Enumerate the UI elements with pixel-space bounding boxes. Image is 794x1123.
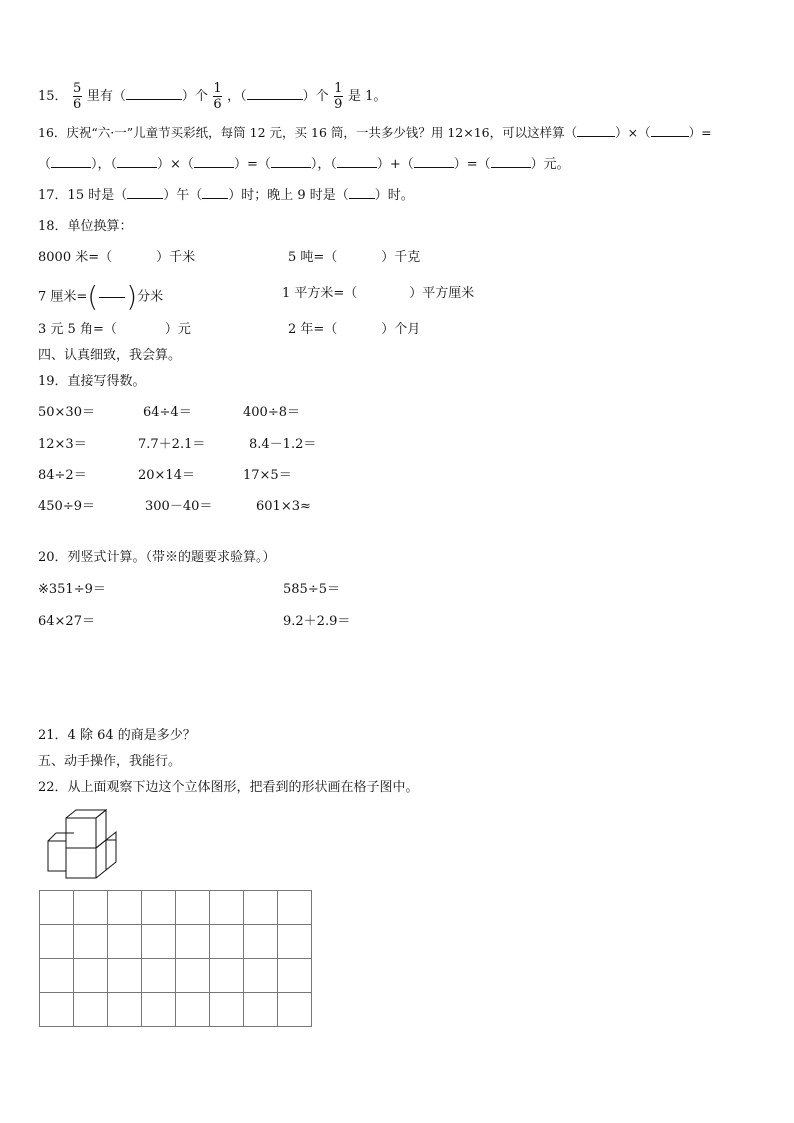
question-20-title: 20．列竖式计算。（带※的题要求验算。） — [38, 550, 276, 565]
grid-cell[interactable] — [210, 993, 244, 1027]
question-17: 17．15 时是（ ）午（ ）时；晚上 9 时是（ ）时。 — [38, 188, 414, 203]
grid-cell[interactable] — [40, 925, 74, 959]
grid-cell[interactable] — [176, 959, 210, 993]
answer-blank[interactable] — [194, 155, 234, 168]
grid-cell[interactable] — [74, 993, 108, 1027]
grid-cell[interactable] — [244, 925, 278, 959]
grid-cell[interactable] — [176, 891, 210, 925]
fraction-1-6: $\frac{1}{6}$ — [213, 81, 222, 112]
mental-math-item: 50×30＝ — [38, 405, 95, 420]
mental-math-item: 450÷9＝ — [38, 499, 95, 514]
fraction-5-6: $\frac{5}{6}$ — [73, 81, 82, 112]
vertical-calc-item: 9.2＋2.9＝ — [283, 614, 351, 629]
answer-blank[interactable] — [127, 186, 163, 199]
question-18-title: 18．单位换算： — [38, 219, 133, 234]
answer-blank[interactable] — [202, 186, 228, 199]
vertical-calc-item: ※351÷9＝ — [38, 582, 106, 597]
mental-math-item: 12×3＝ — [38, 437, 87, 452]
grid-cell[interactable] — [244, 959, 278, 993]
grid-cell[interactable] — [210, 925, 244, 959]
grid-cell[interactable] — [108, 959, 142, 993]
fraction-1-9: $\frac{1}{9}$ — [334, 81, 343, 112]
grid-cell[interactable] — [40, 959, 74, 993]
mental-math-item: 400÷8＝ — [243, 405, 300, 420]
vertical-calc-item: 585÷5＝ — [283, 582, 340, 597]
mental-math-item: 20×14＝ — [138, 468, 195, 483]
conversion-meters-km: 8000 米=（ ）千米 — [38, 250, 196, 265]
question-number: 15． — [38, 89, 68, 104]
grid-cell[interactable] — [210, 891, 244, 925]
grid-cell[interactable] — [176, 993, 210, 1027]
grid-cell[interactable] — [142, 925, 176, 959]
answer-blank[interactable] — [349, 186, 375, 199]
section-5-heading: 五、动手操作，我能行。 — [38, 754, 182, 769]
grid-cell[interactable] — [142, 959, 176, 993]
grid-cell[interactable] — [74, 959, 108, 993]
question-16-line-2: （ ），（ ）×（ ）=（ ），（ ）+（ ）=（ ）元。 — [38, 157, 570, 172]
grid-cell[interactable] — [176, 925, 210, 959]
grid-cell[interactable] — [142, 891, 176, 925]
conversion-years-months: 2 年=（ ）个月 — [288, 322, 421, 337]
question-19-title: 19．直接写得数。 — [38, 374, 146, 389]
grid-cell[interactable] — [244, 993, 278, 1027]
conversion-yuan-jiao: 3 元 5 角=（ ）元 — [38, 322, 191, 337]
answer-blank[interactable] — [491, 155, 531, 168]
drawing-grid[interactable] — [39, 890, 312, 1027]
grid-cell[interactable] — [142, 993, 176, 1027]
mental-math-item: 64÷4＝ — [143, 405, 192, 420]
section-4-heading: 四、认真细致，我会算。 — [38, 348, 182, 363]
grid-cell[interactable] — [74, 891, 108, 925]
mental-math-item: 601×3≈ — [256, 499, 311, 514]
conversion-cm-dm: 7 厘米= ( ) 分米 — [38, 280, 164, 313]
fraction-answer-box[interactable]: ( ) — [87, 280, 138, 313]
grid-cell[interactable] — [108, 891, 142, 925]
answer-blank[interactable] — [271, 155, 311, 168]
answer-blank[interactable] — [117, 155, 157, 168]
grid-cell[interactable] — [40, 993, 74, 1027]
grid-cell[interactable] — [108, 925, 142, 959]
grid-cell[interactable] — [74, 925, 108, 959]
conversion-sqm-sqcm: 1 平方米=（ ）平方厘米 — [282, 286, 475, 301]
grid-cell[interactable] — [210, 959, 244, 993]
question-15: 15． $\frac{5}{6}$ 里有（ ）个 $\frac{1}{6}$ ，（ ）个 $\frac{1}{9}$ 是 1。 — [38, 81, 387, 112]
grid-cell[interactable] — [244, 891, 278, 925]
question-16-line-1: 16．庆祝“六·一”儿童节买彩纸，每筒 12 元，买 16 筒，一共多少钱？用 12×16，可以这样算（ ）×（ ）= — [38, 125, 712, 140]
answer-blank[interactable] — [126, 87, 182, 100]
mental-math-item: 300－40＝ — [145, 499, 213, 514]
answer-blank[interactable] — [577, 124, 615, 137]
question-22: 22．从上面观察下边这个立体图形，把看到的形状画在格子图中。 — [38, 780, 419, 795]
grid-cell[interactable] — [40, 891, 74, 925]
answer-blank[interactable] — [414, 155, 454, 168]
grid-cell[interactable] — [278, 959, 312, 993]
question-21: 21．4 除 64 的商是多少？ — [38, 728, 196, 743]
grid-cell[interactable] — [278, 993, 312, 1027]
mental-math-item: 84÷2＝ — [38, 468, 87, 483]
vertical-calc-item: 64×27＝ — [38, 614, 95, 629]
grid-cell[interactable] — [108, 993, 142, 1027]
solid-figure-image — [44, 808, 124, 884]
grid-cell[interactable] — [278, 925, 312, 959]
grid-cell[interactable] — [278, 891, 312, 925]
mental-math-item: 17×5＝ — [243, 468, 292, 483]
mental-math-item: 7.7＋2.1＝ — [138, 437, 206, 452]
answer-blank[interactable] — [247, 87, 303, 100]
answer-blank[interactable] — [651, 124, 689, 137]
answer-blank[interactable] — [337, 155, 377, 168]
answer-blank[interactable] — [51, 155, 91, 168]
mental-math-item: 8.4－1.2＝ — [249, 437, 317, 452]
conversion-tons-kg: 5 吨=（ ）千克 — [288, 250, 421, 265]
